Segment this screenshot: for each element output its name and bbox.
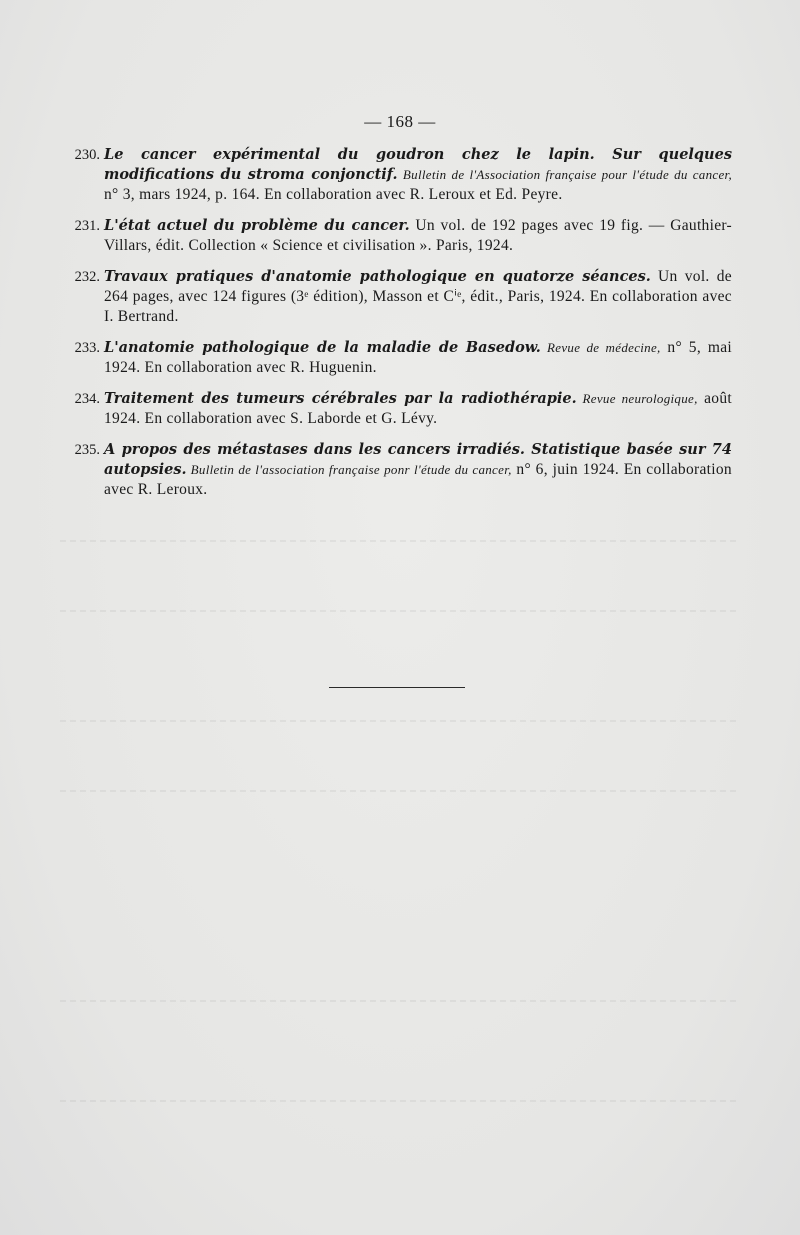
entry-number: 230.	[74, 147, 100, 163]
bibliography-entry	[72, 216, 732, 256]
entry-detail: n° 6, juin 1924. En collaboration avec R. Leroux.	[104, 461, 732, 498]
entry-detail: Un vol. de 192 pages avec 19 fig. — Gauthier-Villars, édit. Collection « Science et civilisation ». Paris, 1924.	[104, 217, 732, 254]
show-through	[60, 720, 740, 722]
entry-title: L'anatomie pathologique de la maladie de Basedow.	[104, 339, 541, 356]
bibliography-entry	[72, 389, 732, 429]
end-rule	[329, 687, 465, 688]
bibliography-entry	[72, 267, 732, 327]
entry-number: 232.	[74, 269, 100, 285]
show-through	[60, 1000, 740, 1002]
entry-number: 233.	[74, 340, 100, 356]
entry-detail: n° 3, mars 1924, p. 164. En collaboration avec R. Leroux et Ed. Peyre.	[104, 186, 563, 203]
entry-title: A propos des métastases dans les cancers irradiés. Statistique basée sur 74 autopsies.	[104, 441, 732, 478]
entry-journal: Bulletin de l'Association française pour l'étude du cancer,	[402, 167, 732, 182]
show-through	[60, 610, 740, 612]
entry-title: Travaux pratiques d'anatomie pathologique en quatorze séances.	[104, 268, 651, 285]
entry-title: L'état actuel du problème du cancer.	[104, 217, 410, 234]
page-number: — 168 —	[364, 112, 436, 131]
entry-journal: Revue neurologique,	[576, 391, 698, 406]
bibliography-entry	[72, 440, 732, 500]
show-through	[60, 790, 740, 792]
entry-title: Le cancer expérimental du goudron chez le lapin. Sur quelques modifications du stroma conjonctif.	[104, 146, 732, 183]
show-through	[60, 540, 740, 542]
entry-journal: Bulletin de l'association française ponr l'étude du cancer,	[186, 462, 512, 477]
entry-number: 234.	[74, 391, 100, 407]
bibliography-list	[72, 145, 732, 511]
entry-detail: Un vol. de 264 pages, avec 124 figures (3ᵉ édition), Masson et Cⁱᵉ, édit., Paris, 1924. En collaboration avec I. Bertrand.	[104, 268, 732, 325]
entry-journal: Revue de médecine,	[540, 340, 661, 355]
entry-detail: août 1924. En collaboration avec S. Laborde et G. Lévy.	[104, 390, 733, 427]
bibliography-entry	[72, 338, 732, 378]
entry-detail: n° 5, mai 1924. En collaboration avec R. Huguenin.	[104, 339, 732, 376]
show-through	[60, 1100, 740, 1102]
entry-number: 231.	[74, 218, 100, 234]
entry-number: 235.	[74, 442, 100, 458]
bibliography-entry	[72, 145, 732, 205]
entry-title: Traitement des tumeurs cérébrales par la radiothérapie.	[104, 390, 577, 407]
